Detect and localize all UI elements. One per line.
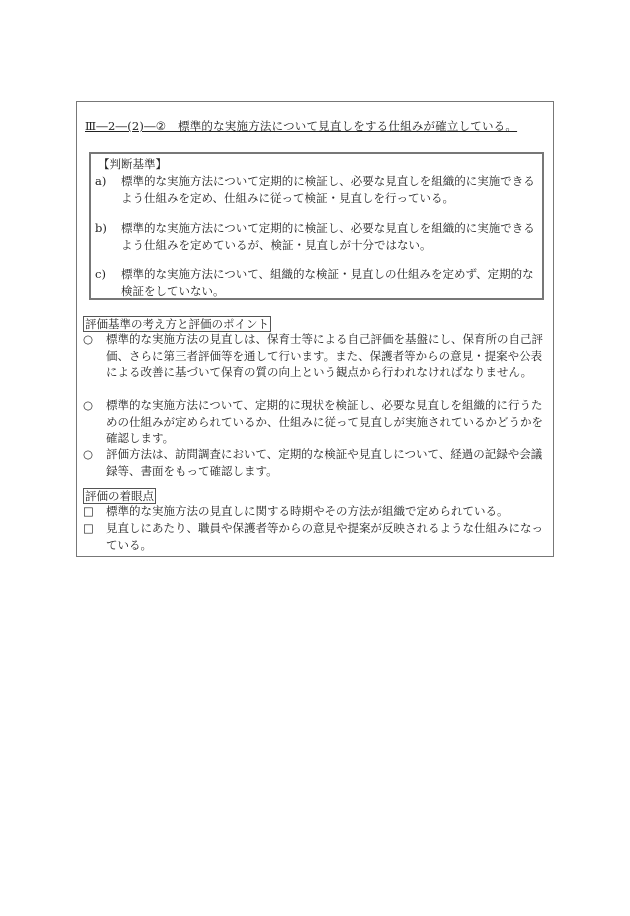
evaluation-point: ○ 評価方法は、訪問調査において、定期的な検証や見直しについて、経過の記録や会議録等、書面をもって確認します。	[83, 447, 543, 478]
evaluation-item-box	[76, 101, 554, 557]
focus-points-heading: 評価の着眼点	[85, 489, 154, 503]
evaluation-point: ○ 標準的な実施方法の見直しは、保育士等による自己評価を基盤にし、保育所の自己評価、さらに第三者評価等を通して行います。また、保護者等からの意見・提案や公表による改善に基づいて保育の質の向上という観点から行われなければなりません。	[83, 332, 543, 379]
focus-point: □ 見直しにあたり、職員や保護者等からの意見や提案が反映されるような仕組みになっている。	[83, 521, 543, 552]
criteria-item-c	[95, 266, 540, 299]
checkbox-icon: □	[83, 521, 94, 535]
criteria-text: 標準的な実施方法について定期的に検証し、必要な見直しを組織的に実施できるよう仕組みを定め、仕組みに従って検証・見直しを行っている。	[121, 174, 535, 205]
circle-bullet-icon: ○	[83, 398, 94, 412]
checkbox-icon: □	[83, 504, 94, 518]
criteria-text: 標準的な実施方法について、組織的な検証・見直しの仕組みを定めず、定期的な検証をしていない。	[121, 267, 534, 298]
criteria-text: 標準的な実施方法について定期的に検証し、必要な見直しを組織的に実施できるよう仕組みを定めているが、検証・見直しが十分ではない。	[121, 221, 535, 252]
focus-point: □ 標準的な実施方法の見直しに関する時期やその方法が組織で定められている。	[83, 504, 509, 518]
evaluation-point: ○ 標準的な実施方法について、定期的に現状を検証し、必要な見直しを組織的に行うための仕組みが定められているか、仕組みに従って見直しが実施されているかどうかを確認します。	[83, 398, 543, 445]
judgment-criteria-box	[89, 152, 544, 300]
criteria-item-b	[95, 220, 540, 253]
criteria-item-a	[95, 173, 540, 206]
criteria-label: c)	[95, 267, 106, 281]
criteria-label: a)	[95, 174, 107, 188]
criteria-heading: 【判断基準】	[98, 157, 167, 171]
item-title: Ⅲ―2―(2)―② 標準的な実施方法について見直しをする仕組みが確立している。	[85, 119, 518, 133]
criteria-label: b)	[95, 221, 107, 235]
circle-bullet-icon: ○	[83, 332, 94, 346]
circle-bullet-icon: ○	[83, 447, 94, 461]
evaluation-points-heading: 評価基準の考え方と評価のポイント	[85, 317, 269, 331]
